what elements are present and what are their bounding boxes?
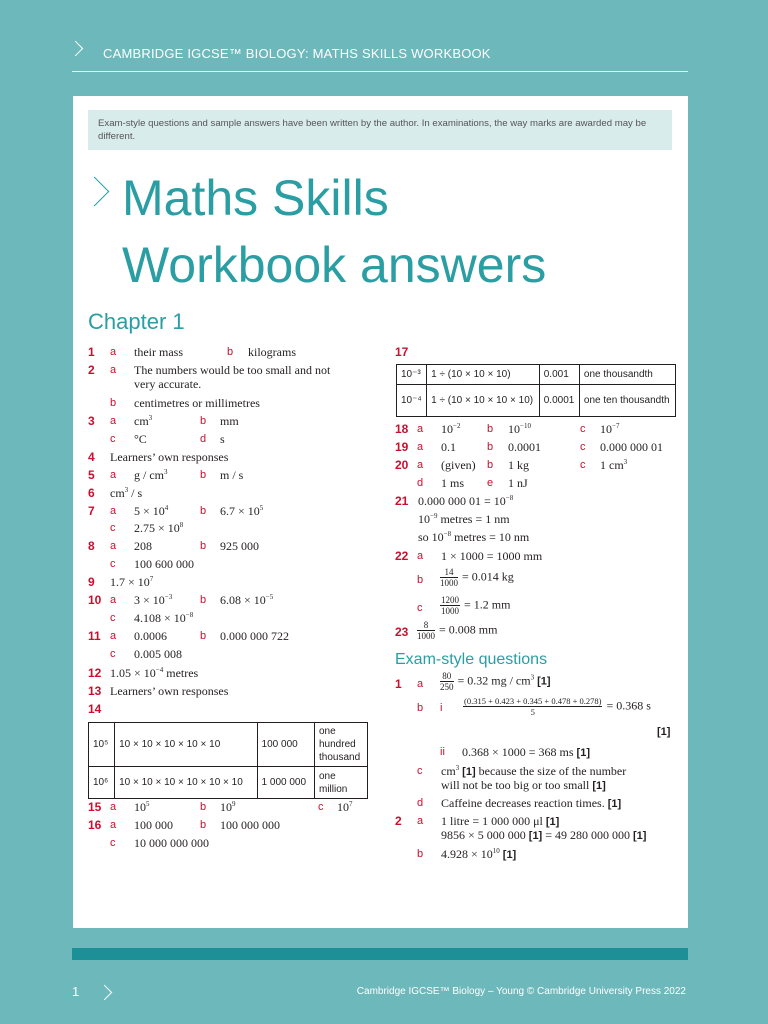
header-bar <box>0 0 768 72</box>
header-divider <box>72 71 688 72</box>
author-note-text: Exam-style questions and sample answers have been written by the author. In examinations, the way marks are awarded may be different. <box>98 118 647 142</box>
next-page-chevron-icon[interactable] <box>97 985 113 1001</box>
table-row: 10⁻³ 1 ÷ (10 × 10 × 10) 0.001 one thousandth <box>397 365 676 385</box>
negative-powers-table <box>396 364 676 417</box>
page-title-line-1: Maths Skills <box>122 170 389 226</box>
chapter-heading: Chapter 1 <box>88 309 185 334</box>
page-title-line-2: Workbook answers <box>122 237 547 293</box>
footer-bar <box>72 948 688 960</box>
powers-table <box>88 722 368 799</box>
page-number: 1 <box>72 984 80 999</box>
header-title: CAMBRIDGE IGCSE™ BIOLOGY: MATHS SKILLS WORKBOOK <box>103 46 491 61</box>
table-row: 10⁵ 10 × 10 × 10 × 10 × 10 100 000 one hundred thousand <box>89 723 368 767</box>
author-note <box>88 110 672 150</box>
exam-style-heading: Exam-style questions <box>395 651 548 668</box>
table-row: 10⁻⁴ 1 ÷ (10 × 10 × 10 × 10) 0.0001 one ten thousandth <box>397 385 676 417</box>
footer-credit: Cambridge IGCSE™ Biology – Young © Cambridge University Press 2022 <box>356 986 686 997</box>
table-row: 10⁶ 10 × 10 × 10 × 10 × 10 × 10 1 000 000 one million <box>89 767 368 799</box>
chevron-right-icon <box>68 41 84 57</box>
